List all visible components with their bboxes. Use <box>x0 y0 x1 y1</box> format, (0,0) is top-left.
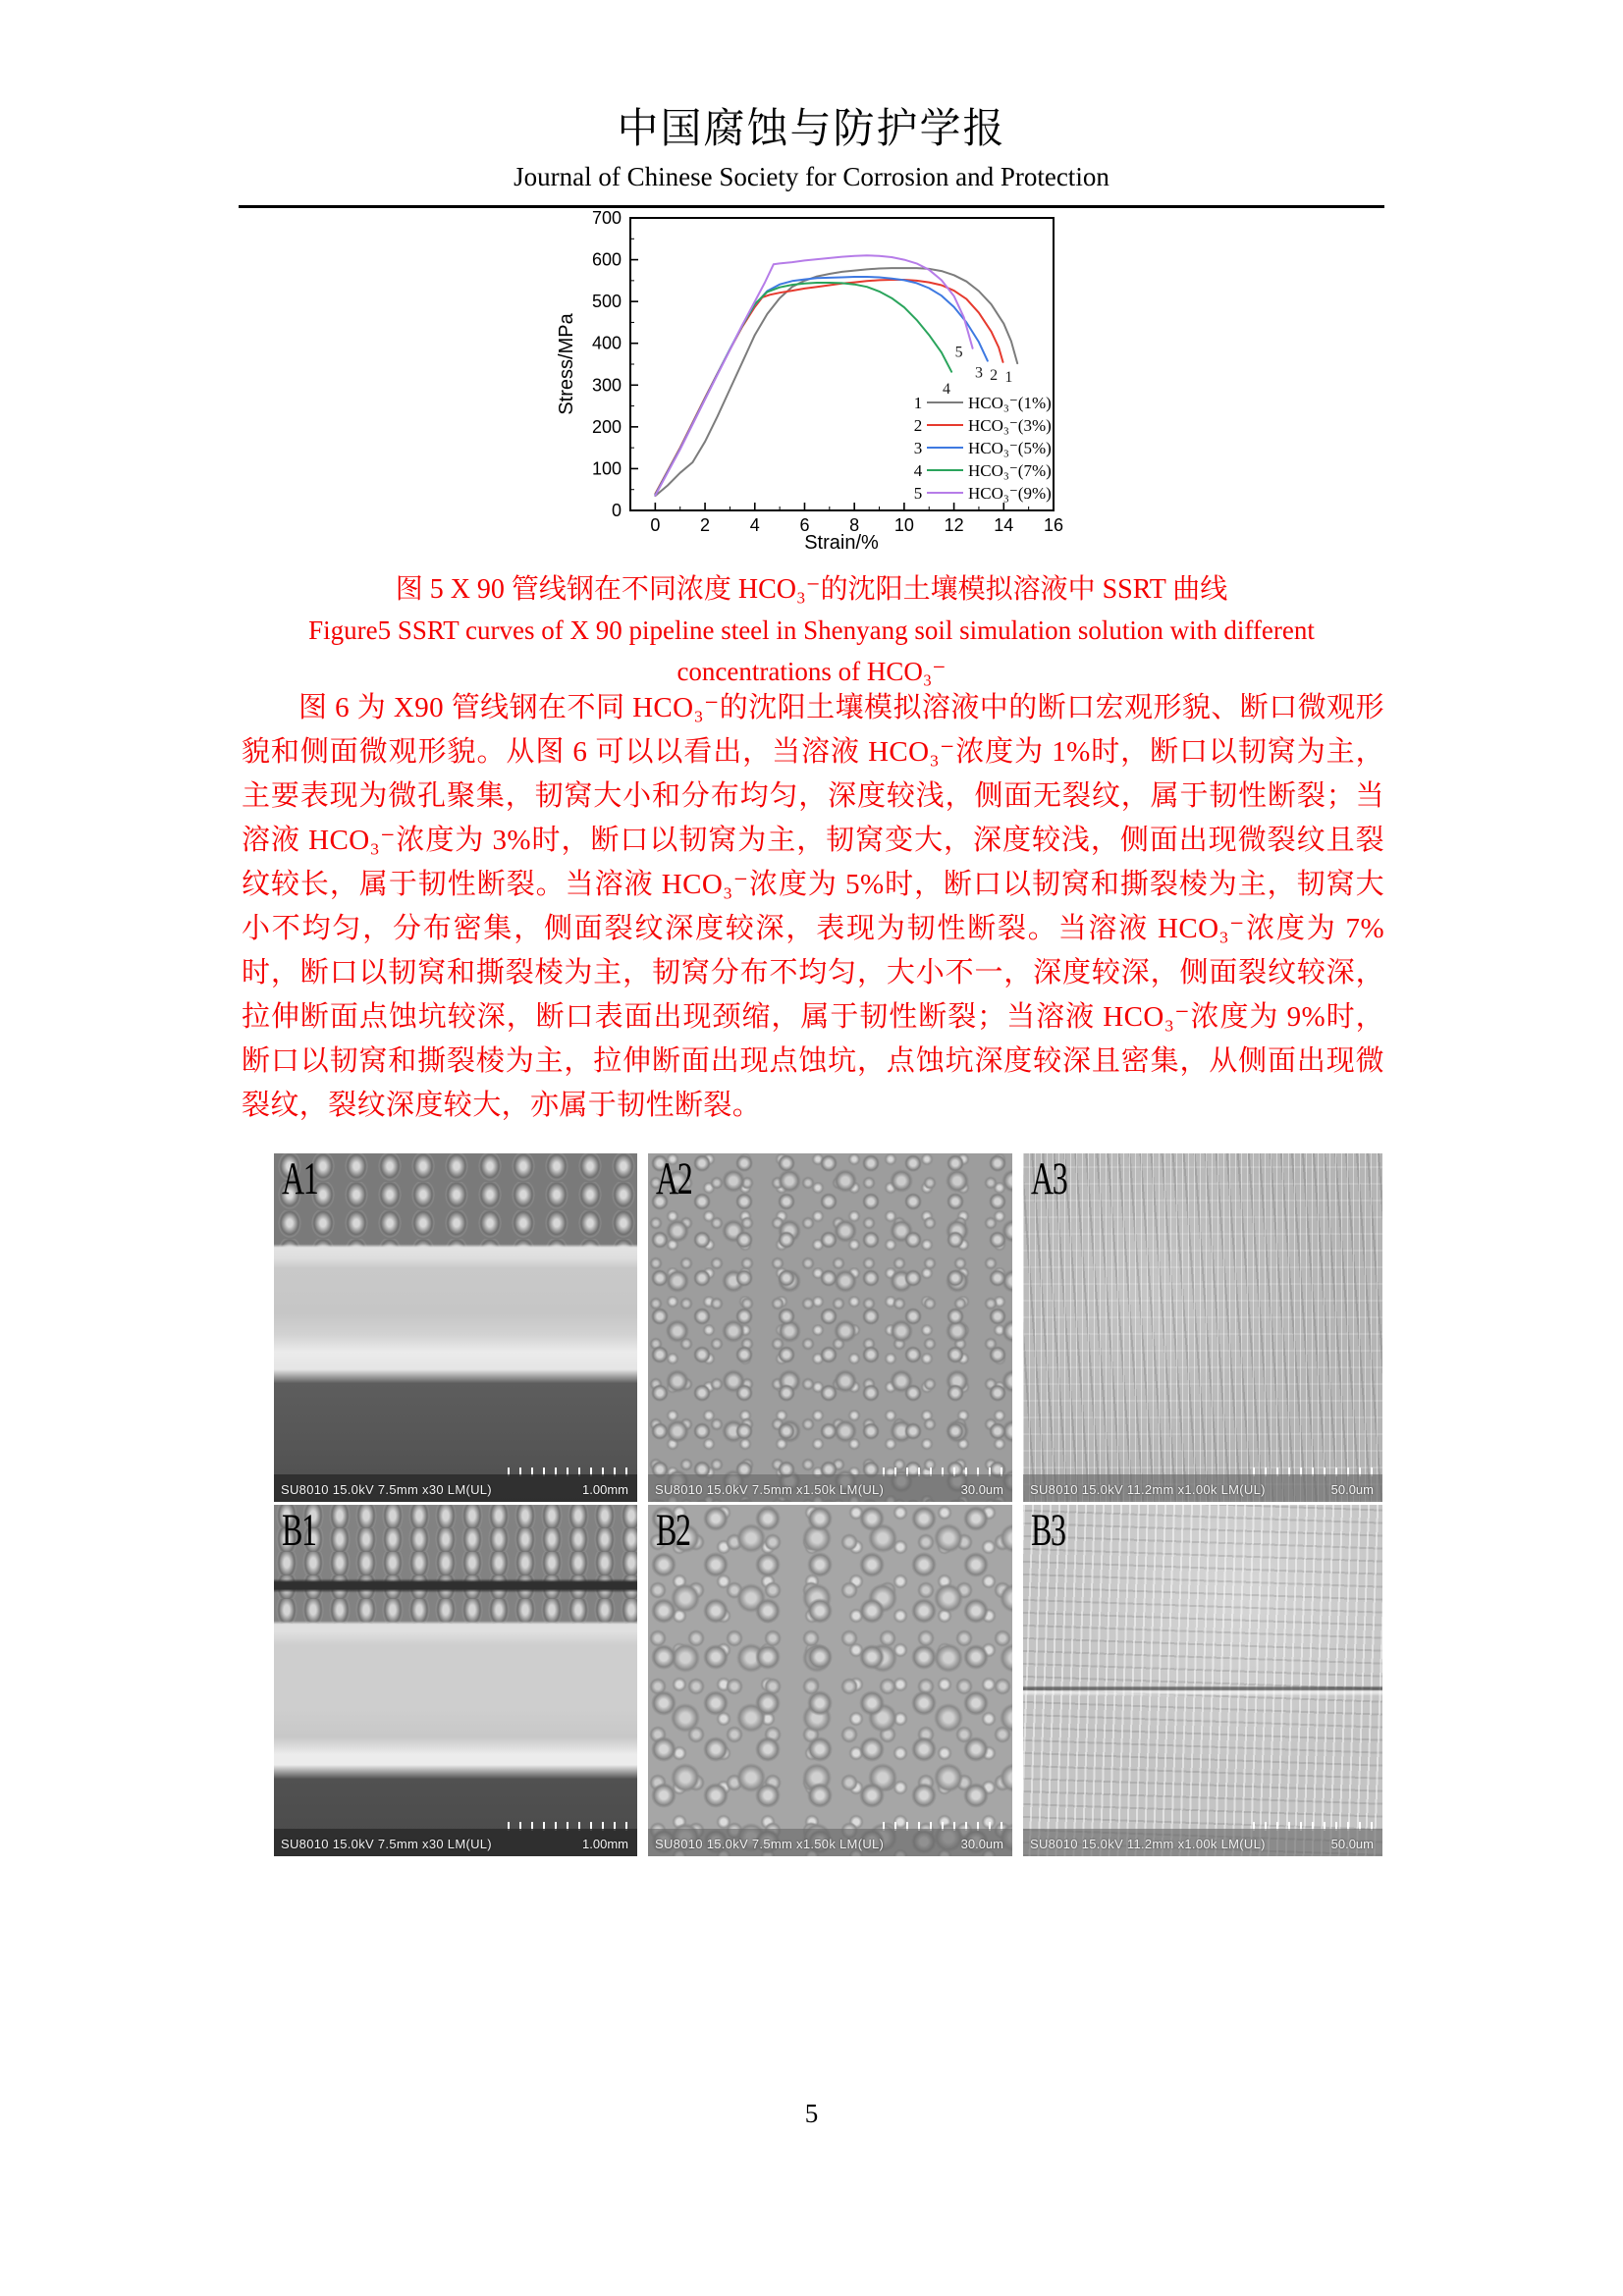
sem-info-text: SU8010 15.0kV 7.5mm x1.50k LM(UL) <box>655 1837 885 1851</box>
sem-scale-text: 30.0um <box>960 1837 1003 1851</box>
sem-info-text: SU8010 15.0kV 11.2mm x1.00k LM(UL) <box>1030 1482 1266 1497</box>
svg-text:4: 4 <box>913 461 923 480</box>
sem-image-a1 <box>274 1153 637 1502</box>
sem-info-text: SU8010 15.0kV 7.5mm x30 LM(UL) <box>281 1837 492 1851</box>
svg-text:HCO₃⁻(5%): HCO₃⁻(5%) <box>968 439 1052 457</box>
sem-label-a3: A3 <box>1031 1153 1067 1204</box>
journal-title-cn: 中国腐蚀与防护学报 <box>617 107 1006 152</box>
svg-text:6: 6 <box>799 515 810 535</box>
figure5-caption-en-line1: Figure5 SSRT curves of X 90 pipeline steel in Shenyang soil simulation solution with different <box>308 615 1315 645</box>
sem-label-b3: B3 <box>1031 1505 1065 1556</box>
sem-label-b2: B2 <box>656 1505 690 1556</box>
svg-text:600: 600 <box>591 249 622 270</box>
y-axis-label: Stress/MPa <box>556 313 577 415</box>
svg-text:0: 0 <box>650 515 661 535</box>
sem-info-bar <box>648 1474 1012 1502</box>
svg-text:200: 200 <box>591 416 622 437</box>
svg-text:100: 100 <box>591 458 622 479</box>
svg-text:0: 0 <box>611 501 622 520</box>
sem-scale-text: 1.00mm <box>582 1482 628 1497</box>
sem-image-b2 <box>648 1505 1012 1856</box>
sem-scale-text: 50.0um <box>1330 1482 1374 1497</box>
svg-text:8: 8 <box>849 515 860 535</box>
ssrt-chart-svg <box>545 206 1095 564</box>
svg-text:HCO₃⁻(1%): HCO₃⁻(1%) <box>968 394 1052 412</box>
page-number: 5 <box>804 2099 819 2128</box>
svg-text:700: 700 <box>591 208 622 228</box>
sem-image-a2 <box>648 1153 1012 1502</box>
sem-label-b1: B1 <box>282 1505 316 1556</box>
sem-label-a2: A2 <box>656 1153 692 1204</box>
svg-text:2: 2 <box>990 367 999 385</box>
svg-text:2: 2 <box>700 515 711 535</box>
svg-text:HCO₃⁻(3%): HCO₃⁻(3%) <box>968 416 1052 435</box>
svg-text:300: 300 <box>591 375 622 396</box>
ssrt-chart <box>545 206 1095 564</box>
svg-text:HCO₃⁻(7%): HCO₃⁻(7%) <box>968 461 1052 480</box>
svg-text:2: 2 <box>913 416 923 435</box>
svg-text:3: 3 <box>913 439 923 457</box>
svg-text:400: 400 <box>591 333 622 353</box>
svg-text:4: 4 <box>942 380 950 398</box>
svg-text:500: 500 <box>591 292 622 312</box>
figure5-caption-cn: 图 5 X 90 管线钢在不同浓度 HCO₃⁻的沈阳土壤模拟溶液中 SSRT 曲线 <box>395 574 1228 605</box>
sem-image-b3 <box>1023 1505 1382 1856</box>
svg-text:5: 5 <box>954 344 963 361</box>
svg-text:3: 3 <box>974 364 983 382</box>
sem-info-bar <box>648 1829 1012 1856</box>
sem-scale-text: 1.00mm <box>582 1837 628 1851</box>
svg-text:HCO₃⁻(9%): HCO₃⁻(9%) <box>968 484 1052 503</box>
body-paragraph: 图 6 为 X90 管线钢在不同 HCO₃⁻的沈阳土壤模拟溶液中的断口宏观形貌、断口微观形貌和侧面微观形貌。从图 6 可以以看出，当溶液 HCO₃⁻浓度为 1%时，断口以韧窝为主，主要表现为微孔聚集，韧窝大小和分布均匀，深度较浅，侧面无裂纹，属于韧性断裂；当溶液 HCO₃⁻浓度为 3%时，断口以韧窝为主，韧窝变大，深度较浅，侧面出现微裂纹且裂纹较长，属于韧性断裂。当溶液 HCO₃⁻浓度为 5%时，断口以韧窝和撕裂棱为主，韧窝大小不均匀，分布密集，侧面裂纹深度较深，表现为韧性断裂。当溶液 HCO₃⁻浓度为 7%时，断口以韧窝和撕裂棱为主，韧窝分布不均匀，大小不一，深度较深，侧面裂纹较深，拉伸断面点蚀坑较深，断口表面出现颈缩，属于韧性断裂；当溶液 HCO₃⁻浓度为 9%时，断口以韧窝和撕裂棱为主，拉伸断面出现点蚀坑，点蚀坑深度较深且密集，从侧面出现微裂纹，裂纹深度较大，亦属于韧性断裂。 <box>242 692 1384 1121</box>
figure5-caption-en-line2: concentrations of HCO₃⁻ <box>676 657 947 686</box>
sem-image-b1 <box>274 1505 637 1856</box>
journal-title-en: Journal of Chinese Society for Corrosion and Protection <box>514 162 1109 191</box>
svg-text:12: 12 <box>944 515 964 535</box>
figure6-sem-grid <box>274 1153 1382 1856</box>
sem-info-bar <box>274 1474 637 1502</box>
svg-text:1: 1 <box>913 394 923 412</box>
svg-text:1: 1 <box>1004 368 1013 386</box>
sem-info-bar <box>274 1829 637 1856</box>
svg-text:16: 16 <box>1043 515 1064 535</box>
sem-scale-text: 50.0um <box>1330 1837 1374 1851</box>
svg-text:4: 4 <box>749 515 760 535</box>
x-axis-label: Strain/% <box>804 532 879 554</box>
sem-info-text: SU8010 15.0kV 7.5mm x1.50k LM(UL) <box>655 1482 885 1497</box>
sem-label-a1: A1 <box>282 1153 318 1204</box>
sem-image-a3 <box>1023 1153 1382 1502</box>
svg-text:5: 5 <box>913 484 923 503</box>
sem-scale-text: 30.0um <box>960 1482 1003 1497</box>
svg-text:14: 14 <box>994 515 1014 535</box>
sem-info-bar <box>1023 1829 1382 1856</box>
sem-info-bar <box>1023 1474 1382 1502</box>
svg-text:10: 10 <box>893 515 914 535</box>
sem-info-text: SU8010 15.0kV 11.2mm x1.00k LM(UL) <box>1030 1837 1266 1851</box>
sem-info-text: SU8010 15.0kV 7.5mm x30 LM(UL) <box>281 1482 492 1497</box>
